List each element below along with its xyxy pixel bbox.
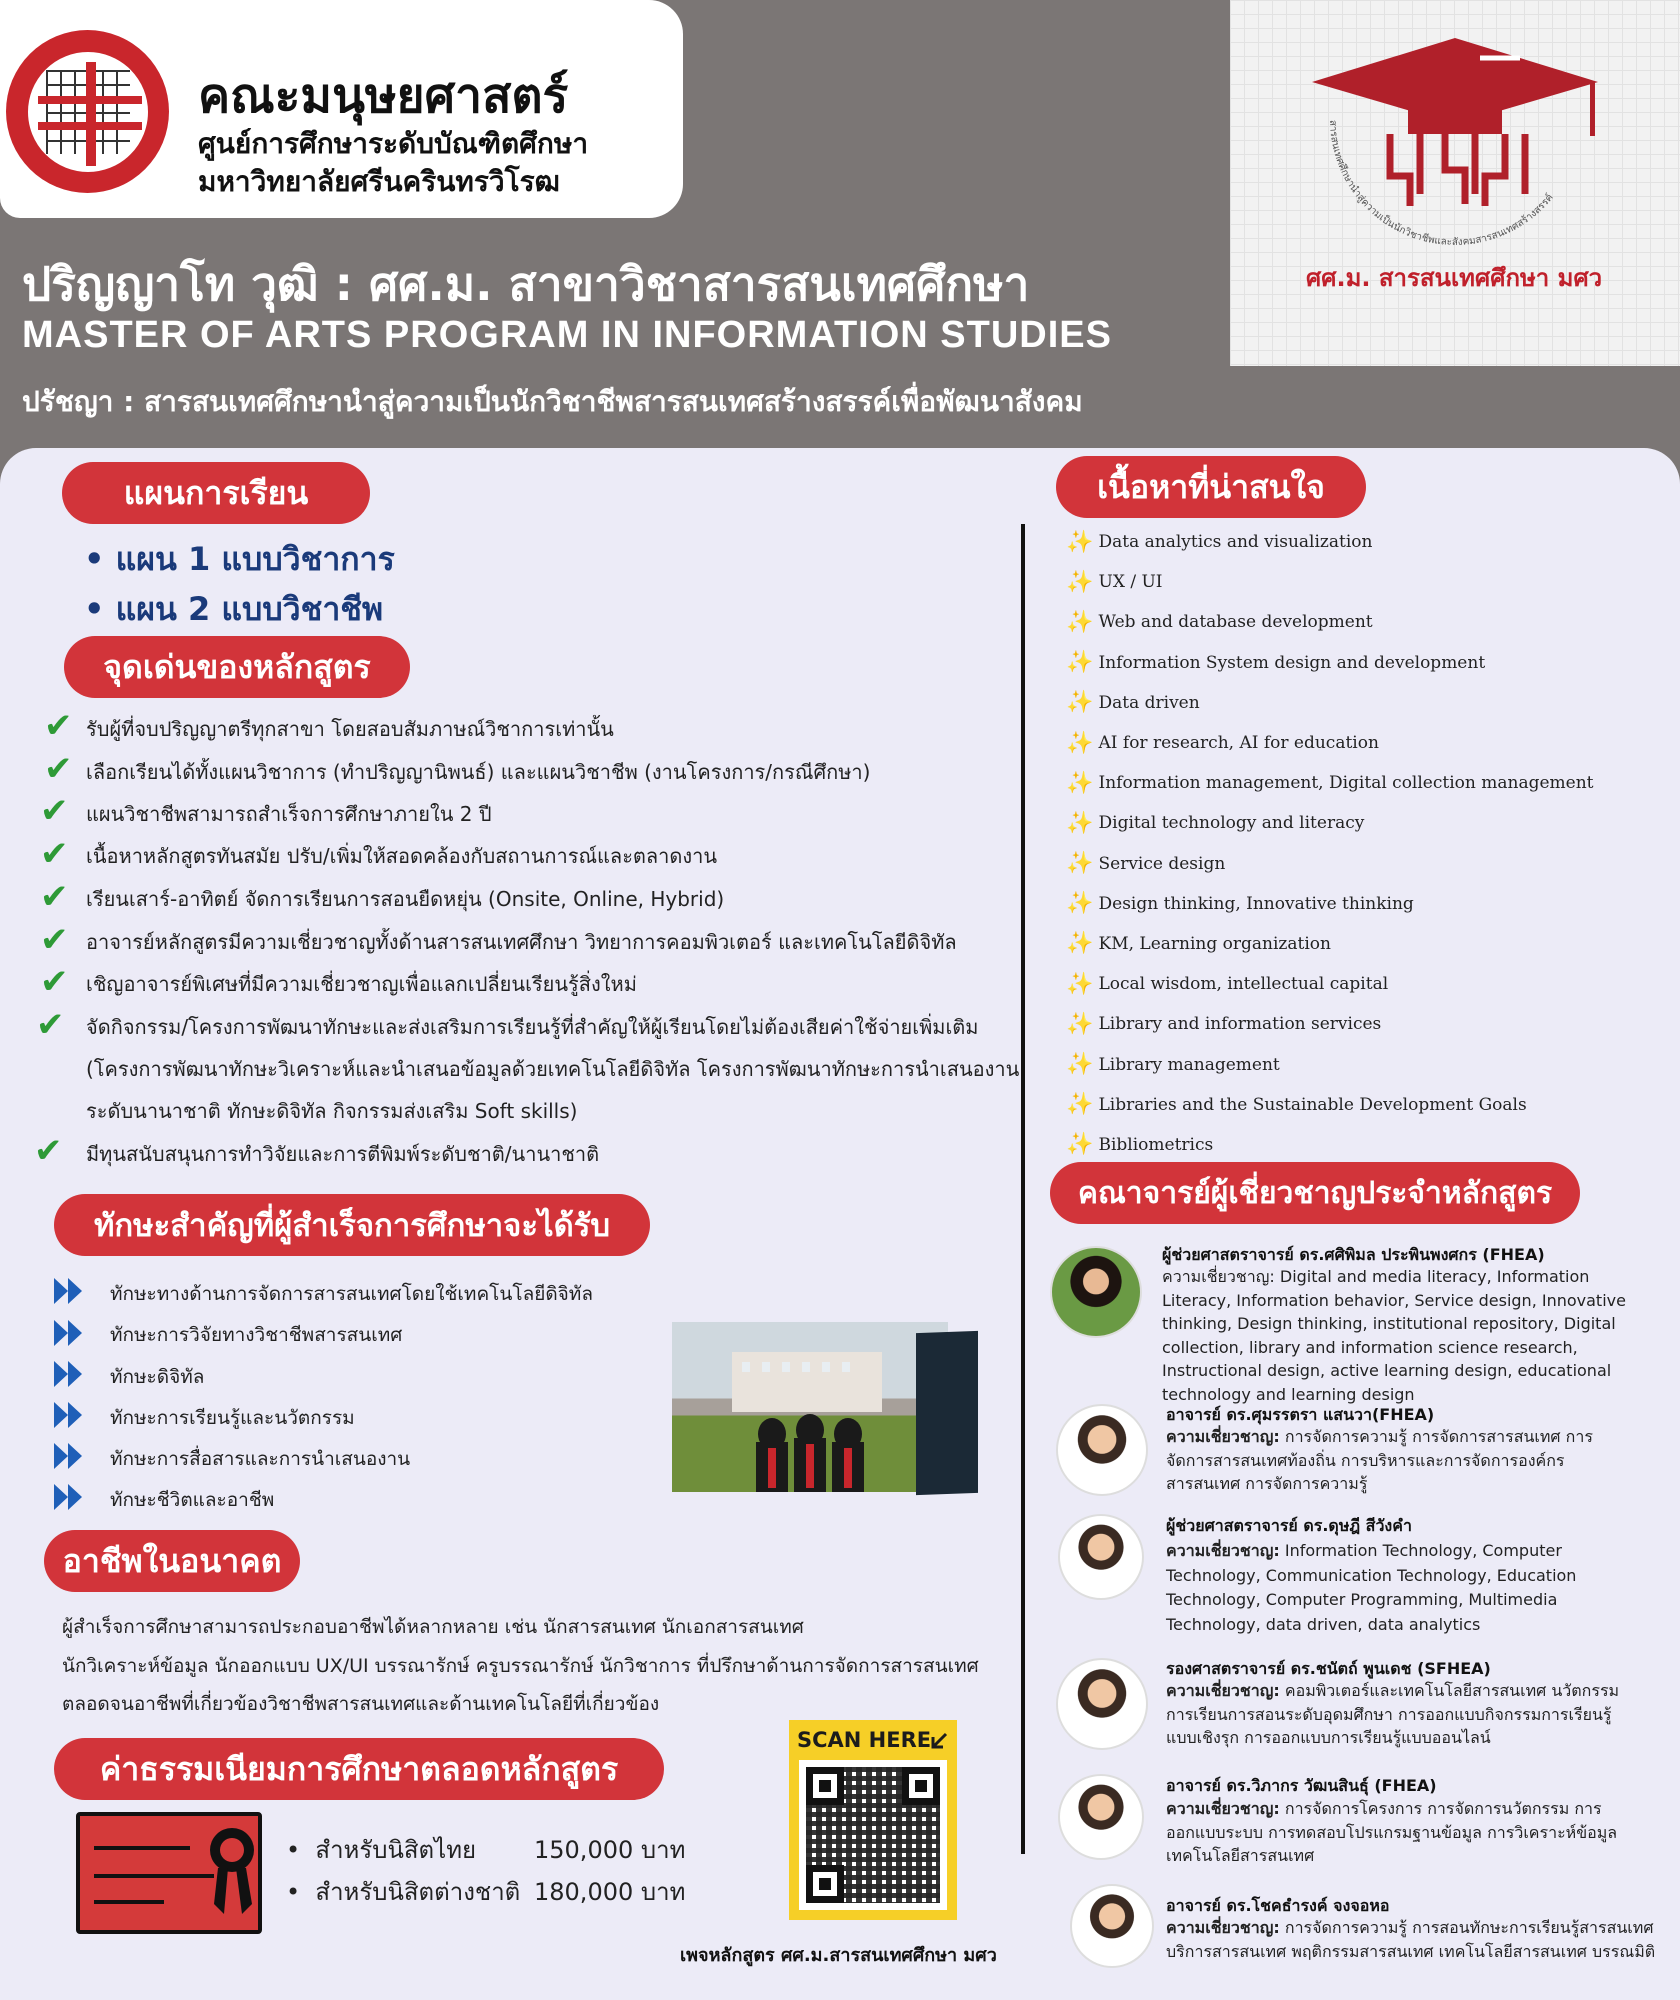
highlight-item: จัดกิจกรรม/โครงการพัฒนาทักษะและส่งเสริมการเรียนรู้ที่สำคัญให้ผู้เรียนโดยไม่ต้องเสียค่าใช้จ่ายเพิ่มเติม [86, 1015, 979, 1039]
skill-item: ทักษะการเรียนรู้และนวัตกรรม [110, 1407, 355, 1429]
faculty-member-expertise: ความเชี่ยวชาญ: Digital and media literacy, Information Literacy, Information behavior, Service design, Innovative thinking, Design thinking, institutional repository, Digital collection, library and information science research, Instructional design, active learning design, educational technology and learning design [1162, 1267, 1626, 1404]
skill-item: ทักษะดิจิทัล [110, 1366, 205, 1388]
avatar [1070, 1884, 1154, 1968]
avatar [1058, 1774, 1144, 1860]
check-icon: ✔ [40, 834, 69, 874]
sparkle-icon: ✨ [1066, 931, 1094, 957]
highlight-item: มีทุนสนับสนุนการทำวิจัยและการตีพิมพ์ระดับชาติ/นานาชาติ [86, 1142, 600, 1166]
topic-item: ✨ Service design [1066, 851, 1226, 877]
sparkle-icon: ✨ [1066, 971, 1094, 997]
study-plan-heading: แผนการเรียน [62, 462, 370, 524]
faculty-member-name: ผู้ช่วยศาสตราจารย์ ดร.ดุษฎี สีวังคำ [1166, 1516, 1412, 1535]
fee-amount-international: 180,000 บาท [534, 1878, 686, 1906]
check-icon: ✔ [40, 791, 69, 831]
university-seal-icon [6, 30, 169, 193]
avatar [1056, 1658, 1148, 1750]
highlight-item: รับผู้ที่จบปริญญาตรีทุกสาขา โดยสอบสัมภาษณ์วิชาการเท่านั้น [86, 717, 614, 741]
double-arrow-icon [54, 1484, 88, 1510]
highlight-item-continued: (โครงการพัฒนาทักษะวิเคราะห์และนำเสนอข้อมูลด้วยเทคโนโลยีดิจิทัล โครงการพัฒนาทักษะการนำเสนองาน [86, 1057, 1020, 1081]
careers-heading: อาชีพในอนาคต [44, 1530, 300, 1592]
topic-item: ✨ Data driven [1066, 690, 1200, 716]
topic-item: ✨ Library and information services [1066, 1011, 1382, 1037]
faculty-member-name: อาจารย์ ดร.วิภากร วัฒนสินธุ์ (FHEA) [1166, 1776, 1437, 1795]
double-arrow-icon [54, 1402, 88, 1428]
faculty-member-name: ผู้ช่วยศาสตราจารย์ ดร.ศศิพิมล ประพินพงศกร (FHEA) [1162, 1245, 1545, 1264]
program-title-english: MASTER OF ARTS PROGRAM IN INFORMATION STUDIES [22, 314, 1112, 356]
faculty-member-expertise: ความเชี่ยวชาญ: คอมพิวเตอร์และเทคโนโลยีสารสนเทศ นวัตกรรมการเรียนการสอนระดับอุดมศึกษา การออกแบบกิจกรรมการเรียนรู้แบบเชิงรุก การออกแบบการเรียนรู้แบบออนไลน์ [1166, 1681, 1620, 1747]
program-brand-logo [1230, 0, 1680, 366]
faculty-heading: คณาจารย์ผู้เชี่ยวชาญประจำหลักสูตร [1050, 1162, 1580, 1224]
topic-item: ✨ Data analytics and visualization [1066, 529, 1373, 555]
program-philosophy: ปรัชญา : สารสนเทศศึกษานำสู่ความเป็นนักวิชาชีพสารสนเทศสร้างสรรค์เพื่อพัฒนาสังคม [22, 385, 1083, 418]
sparkle-icon: ✨ [1066, 730, 1094, 756]
topic-item: ✨ Information System design and development [1066, 650, 1486, 676]
check-icon: ✔ [44, 749, 73, 789]
avatar [1058, 1514, 1144, 1600]
highlight-item: เลือกเรียนได้ทั้งแผนวิชาการ (ทำปริญญานิพนธ์) และแผนวิชาชีพ (งานโครงการ/กรณีศึกษา) [86, 760, 871, 784]
highlight-item: เชิญอาจารย์พิเศษที่มีความเชี่ยวชาญเพื่อแลกเปลี่ยนเรียนรู้สิ่งใหม่ [86, 972, 637, 996]
career-text-line: นักวิเคราะห์ข้อมูล นักออกแบบ UX/UI บรรณารักษ์ ครูบรรณารักษ์ นักวิชาการ ที่ปรึกษาด้านการจัดการสารสนเทศ [62, 1655, 979, 1677]
faculty-member-expertise: ความเชี่ยวชาญ: การจัดการความรู้ การจัดการสารสนเทศ การจัดการสารสนเทศท้องถิ่น การบริหารและการจัดการองค์กรสารสนเทศ การจัดการความรู้ [1166, 1427, 1593, 1493]
topics-heading: เนื้อหาที่น่าสนใจ [1056, 456, 1366, 518]
check-icon: ✔ [40, 877, 69, 917]
sparkle-icon: ✨ [1066, 810, 1094, 836]
svg-text:สารสนเทศศึกษานำสู่ความเป็นนักว: สารสนเทศศึกษานำสู่ความเป็นนักวิชาชีพและสังคมสารสนเทศสร้างสรรค์ [1326, 119, 1556, 249]
career-text-line: ตลอดจนอาชีพที่เกี่ยวข้องวิชาชีพสารสนเทศและด้านเทคโนโลยีที่เกี่ยวข้อง [62, 1693, 660, 1715]
faculty-member-expertise: ความเชี่ยวชาญ: การจัดการความรู้ การสอนทักษะการเรียนรู้สารสนเทศ บริการสารสนเทศ พฤติกรรมสารสนเทศ เทคโนโลยีสารสนเทศ บรรณมิติ [1166, 1918, 1656, 1961]
sparkle-icon: ✨ [1066, 609, 1094, 635]
topic-item: ✨ Library management [1066, 1052, 1280, 1078]
check-icon: ✔ [36, 1005, 65, 1045]
faculty-member-name: อาจารย์ ดร.โชคธำรงค์ จงจอหอ [1166, 1896, 1390, 1915]
sparkle-icon: ✨ [1066, 770, 1094, 796]
sparkle-icon: ✨ [1066, 569, 1094, 595]
highlight-item-continued: ระดับนานาชาติ ทักษะดิจิทัล กิจกรรมส่งเสริม Soft skills) [86, 1099, 578, 1123]
certificate-icon [76, 1812, 262, 1934]
highlights-heading: จุดเด่นของหลักสูตร [64, 636, 410, 698]
avatar [1056, 1404, 1148, 1496]
highlight-item: อาจารย์หลักสูตรมีความเชี่ยวชาญทั้งด้านสารสนเทศศึกษา วิทยาการคอมพิวเตอร์ และเทคโนโลยีดิจิทัล [86, 930, 957, 954]
faculty-name: คณะมนุษยศาสตร์ [198, 68, 569, 124]
double-arrow-icon [54, 1320, 88, 1346]
double-arrow-icon [54, 1361, 88, 1387]
sparkle-icon: ✨ [1066, 1092, 1094, 1118]
highlight-item: เรียนเสาร์-อาทิตย์ จัดการเรียนการสอนยืดหยุ่น (Onsite, Online, Hybrid) [86, 887, 725, 911]
university-name: มหาวิทยาลัยศรีนครินทรวิโรฒ [198, 165, 560, 198]
check-icon: ✔ [44, 706, 73, 746]
topic-item: ✨ UX / UI [1066, 569, 1163, 595]
faculty-member-expertise: ความเชี่ยวชาญ: การจัดการโครงการ การจัดการนวัตกรรม การออกแบบระบบ การทดสอบโปรแกรมฐานข้อมูล การวิเคราะห์ข้อมูล เทคโนโลยีสารสนเทศ [1166, 1799, 1618, 1865]
check-icon: ✔ [40, 962, 69, 1002]
sparkle-icon: ✨ [1066, 851, 1094, 877]
qr-finder [806, 1865, 844, 1903]
highlight-item: แผนวิชาชีพสามารถสำเร็จการศึกษาภายใน 2 ปี [86, 802, 492, 826]
topic-item: ✨ Local wisdom, intellectual capital [1066, 971, 1389, 997]
topic-item: ✨ Design thinking, Innovative thinking [1066, 891, 1414, 917]
arrow-down-left-icon [928, 1730, 950, 1752]
faculty-member-name: รองศาสตราจารย์ ดร.ชนัตถ์ พูนเดช (SFHEA) [1166, 1659, 1491, 1678]
graduate-center-name: ศูนย์การศึกษาระดับบัณฑิตศึกษา [198, 127, 589, 160]
program-page-label: เพจหลักสูตร ศศ.ม.สารสนเทศศึกษา มศว [680, 1945, 997, 1966]
photo-backdrop [916, 1331, 978, 1495]
topic-item: ✨ Digital technology and literacy [1066, 810, 1365, 836]
skill-item: ทักษะการวิจัยทางวิชาชีพสารสนเทศ [110, 1324, 403, 1346]
graduates-photo [672, 1322, 948, 1492]
fee-row-international: • สำหรับนิสิตต่างชาติ [286, 1878, 521, 1906]
fee-amount-thai: 150,000 บาท [534, 1836, 686, 1864]
program-title-thai: ปริญญาโท วุฒิ : ศศ.ม. สาขาวิชาสารสนเทศศึกษา [22, 257, 1030, 311]
qr-finder [902, 1767, 940, 1805]
column-divider [1021, 524, 1025, 1854]
topic-item: ✨ Bibliometrics [1066, 1132, 1214, 1158]
check-icon: ✔ [34, 1131, 63, 1171]
graduation-cap-icon [1230, 0, 1680, 366]
sparkle-icon: ✨ [1066, 891, 1094, 917]
sparkle-icon: ✨ [1066, 1011, 1094, 1037]
double-arrow-icon [54, 1443, 88, 1469]
double-arrow-icon [54, 1278, 88, 1304]
sparkle-icon: ✨ [1066, 650, 1094, 676]
sparkle-icon: ✨ [1066, 1132, 1094, 1158]
skill-item: ทักษะชีวิตและอาชีพ [110, 1489, 275, 1511]
career-text-line: ผู้สำเร็จการศึกษาสามารถประกอบอาชีพได้หลากหลาย เช่น นักสารสนเทศ นักเอกสารสนเทศ [62, 1616, 804, 1638]
faculty-member-name: อาจารย์ ดร.ศุมรรตรา แสนวา(FHEA) [1166, 1405, 1435, 1424]
sparkle-icon: ✨ [1066, 529, 1094, 555]
study-plan-item: • แผน 1 แบบวิชาการ [84, 540, 395, 578]
sparkle-icon: ✨ [1066, 690, 1094, 716]
sparkle-icon: ✨ [1066, 1052, 1094, 1078]
fee-row-thai: • สำหรับนิสิตไทย [286, 1836, 477, 1864]
study-plan-item: • แผน 2 แบบวิชาชีพ [84, 590, 384, 628]
topic-item: ✨ Information management, Digital collection management [1066, 770, 1594, 796]
topic-item: ✨ Libraries and the Sustainable Development Goals [1066, 1092, 1527, 1118]
skill-item: ทักษะทางด้านการจัดการสารสนเทศโดยใช้เทคโนโลยีดิจิทัล [110, 1283, 593, 1305]
skill-item: ทักษะการสื่อสารและการนำเสนองาน [110, 1448, 411, 1470]
topic-item: ✨ Web and database development [1066, 609, 1373, 635]
topic-item: ✨ AI for research, AI for education [1066, 730, 1379, 756]
brand-caption: ศศ.ม. สารสนเทศศึกษา มศว [1306, 264, 1603, 292]
topics-list [1066, 522, 1593, 1165]
skills-heading: ทักษะสำคัญที่ผู้สำเร็จการศึกษาจะได้รับ [54, 1194, 650, 1256]
topic-item: ✨ KM, Learning organization [1066, 931, 1331, 957]
check-icon: ✔ [40, 920, 69, 960]
fees-heading: ค่าธรรมเนียมการศึกษาตลอดหลักสูตร [54, 1738, 664, 1800]
avatar [1050, 1246, 1142, 1338]
highlight-item: เนื้อหาหลักสูตรทันสมัย ปรับ/เพิ่มให้สอดคล้องกับสถานการณ์และตลาดงาน [86, 844, 718, 868]
scan-here-label: SCAN HERE [797, 1728, 932, 1752]
qr-finder [806, 1767, 844, 1805]
faculty-member-expertise: ความเชี่ยวชาญ: Information Technology, Computer Technology, Communication Technology, Education Technology, Computer Programming, Multimedia Technology, data driven, data analytics [1166, 1541, 1577, 1634]
